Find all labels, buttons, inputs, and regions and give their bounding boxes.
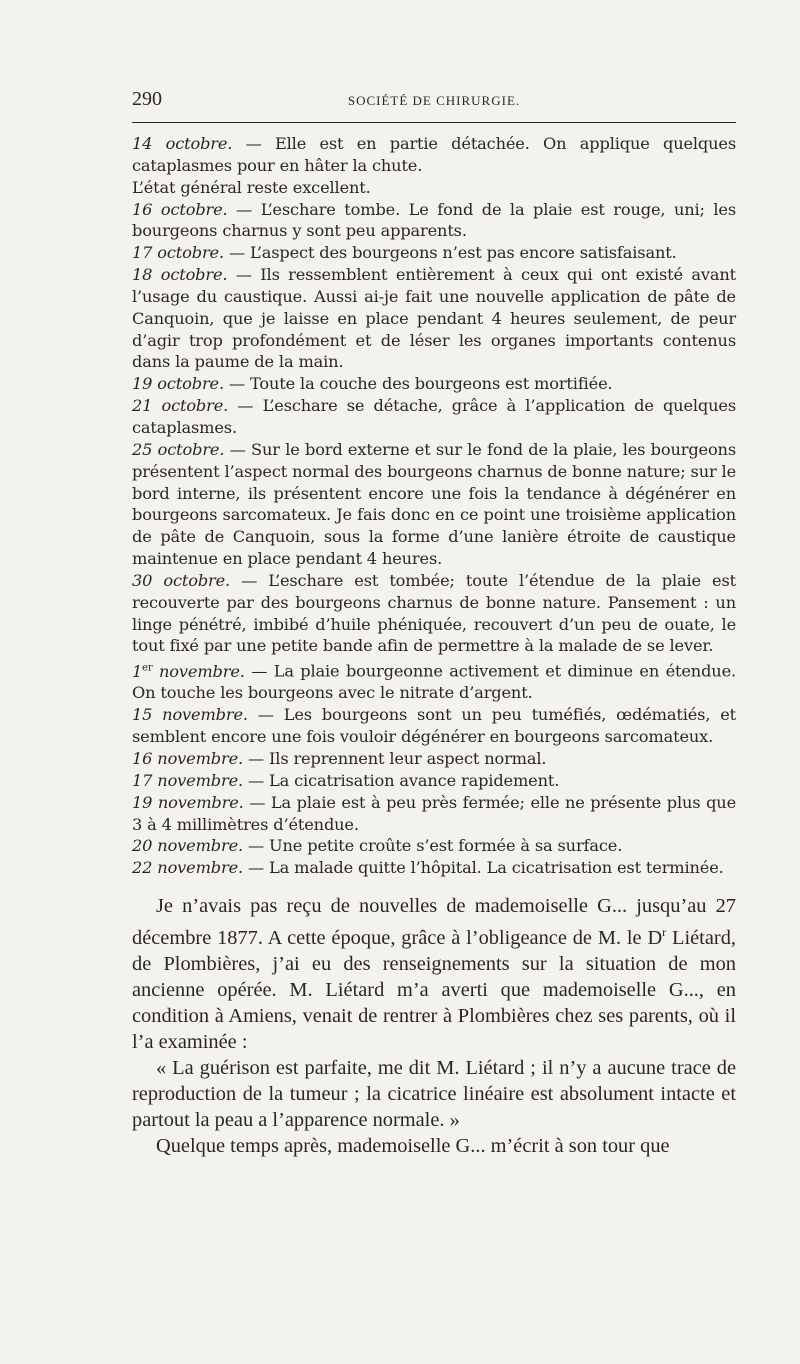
entry-date: 30 octobre. [132, 570, 231, 590]
journal-entry [132, 657, 736, 704]
entry-text: — La plaie est à peu près fermée; elle ne présente plus que 3 à 4 millimètres d’étendue. [132, 792, 736, 834]
journal-entry [132, 264, 736, 373]
entry-text: — Une petite croûte s’est formée à sa surface. [243, 836, 623, 856]
entry-date-ordinal: er [142, 662, 153, 674]
entry-date [132, 662, 245, 681]
doctor-abbrev-sup: r [662, 925, 667, 940]
entry-text: — Sur le bord externe et sur le fond de la plaie, les bourgeons présentent l’aspect normal des bourgeons charnus de bonne nature; sur le bord interne, ils présentent encore une fois la tendance à dégénérer en bourgeons sarcomateux. Je fais donc en ce point une troisième application de pâte de Canquoin, sous la forme d’une lanière étroite de caustique maintenue en place pendant 4 heures. [132, 439, 737, 569]
body-paragraph [132, 1055, 736, 1133]
journal-entry [132, 857, 736, 879]
paragraph-text: Je n’avais pas reçu de nouvelles de mademoiselle G... jusqu’au 27 décembre 1877. A cette époque, grâce à l’obligeance de M. le D [132, 895, 736, 949]
entry-date: 14 octobre. [132, 134, 233, 153]
journal-entry [132, 704, 736, 748]
entry-text: — L’aspect des bourgeons n’est pas encore satisfaisant. [223, 243, 677, 263]
entry-date: 21 octobre. [132, 396, 229, 416]
entry-date: 25 octobre. [132, 439, 225, 459]
entry-text: — La cicatrisation avance rapidement. [243, 770, 560, 790]
entry-text: — La plaie bourgeonne activement et diminue en étendue. On touche les bourgeons avec le nitrate d’argent. [132, 661, 736, 703]
journal-entry [132, 770, 736, 792]
entry-text: — L’eschare est tombée; toute l’étendue de la plaie est recouverte par des bourgeons charnus de bonne nature. Pansement : un linge pénétré, imbibé d’huile phéniquée, recouvert d’un peu de ouate, le tout fixé par une petite bande afin de permettre à la malade de se lever. [132, 570, 736, 656]
entry-date: 19 octobre. [132, 374, 224, 394]
journal-entry [132, 373, 736, 395]
page [132, 88, 736, 1159]
entry-date: 17 octobre. [132, 243, 224, 263]
journal-entry [132, 199, 736, 243]
entry-text: — Ils reprennent leur aspect normal. [243, 749, 547, 769]
journal-entry [132, 748, 736, 770]
entry-text: L’état général reste excellent. [132, 177, 371, 197]
entry-date-day: 1 [132, 661, 143, 681]
journal-entry [132, 242, 736, 264]
entry-date: 22 novembre. [132, 858, 244, 878]
entry-text: — L’eschare se détache, grâce à l’application de quelques cataplasmes. [132, 396, 736, 437]
case-journal [132, 133, 736, 879]
entry-date: 16 novembre. [132, 749, 244, 769]
body-paragraph [132, 893, 736, 1055]
journal-entry [132, 835, 736, 857]
journal-entry [132, 439, 736, 570]
body-paragraph [132, 1133, 736, 1159]
entry-text: — La malade quitte l’hôpital. La cicatrisation est terminée. [243, 858, 724, 878]
page-number: 290 [132, 88, 162, 110]
entry-date: 18 octobre. [132, 265, 228, 285]
entry-text: — Elle est en partie détachée. On applique quelques cataplasmes pour en hâter la chute. [132, 134, 737, 175]
entry-date: 15 novembre. [132, 705, 248, 725]
journal-entry [132, 395, 736, 439]
entry-text: — L’eschare tombe. Le fond de la plaie est rouge, uni; les bourgeons charnus y sont peu apparents. [132, 199, 737, 241]
running-head: SOCIÉTÉ DE CHIRURGIE. [347, 93, 521, 108]
entry-date-month: novembre. [152, 661, 245, 681]
entry-date: 19 novembre. [132, 792, 244, 812]
entry-text: — Ils ressemblent entièrement à ceux qui ont existé avant l’usage du caustique. Aussi ai-je fait une nouvelle application de pâte de Canquoin, que je laisse en place pendant 4 heures seulement, de peur d’agir trop profondément et de léser les organes importants contenus dans la paume de la main. [132, 265, 737, 372]
body-text [132, 893, 736, 1159]
page-header [132, 88, 736, 123]
paragraph-text: Quelque temps après, mademoiselle G... m’écrit à son tour que [156, 1134, 670, 1157]
paragraph-text: « La guérison est parfaite, me dit M. Liétard ; il n’y a aucune trace de reproduction de la tumeur ; la cicatrice linéaire est absolument intacte et partout la peau a l’apparence normale. » [132, 1056, 736, 1131]
entry-text: — Toute la couche des bourgeons est mortifiée. [223, 374, 613, 394]
entry-date: 20 novembre. [132, 836, 244, 856]
entry-date: 17 novembre. [132, 770, 244, 790]
entry-text: — Les bourgeons sont un peu tuméfiés, œdématiés, et semblent encore une fois vouloir dégénérer en bourgeons sarcomateux. [132, 705, 737, 747]
entry-date: 16 octobre. [132, 199, 228, 219]
journal-entry [132, 570, 736, 657]
journal-entry [132, 133, 736, 177]
journal-entry [132, 177, 736, 199]
paragraph-text-cont: Liétard, de Plombières, j’ai eu des renseignements sur la situation de mon ancienne opérée. M. Liétard m’a averti que mademoiselle G..., en condition à Amiens, venait de rentrer à Plombières chez ses parents, où il l’a examinée : [132, 926, 736, 1053]
journal-entry [132, 792, 736, 836]
